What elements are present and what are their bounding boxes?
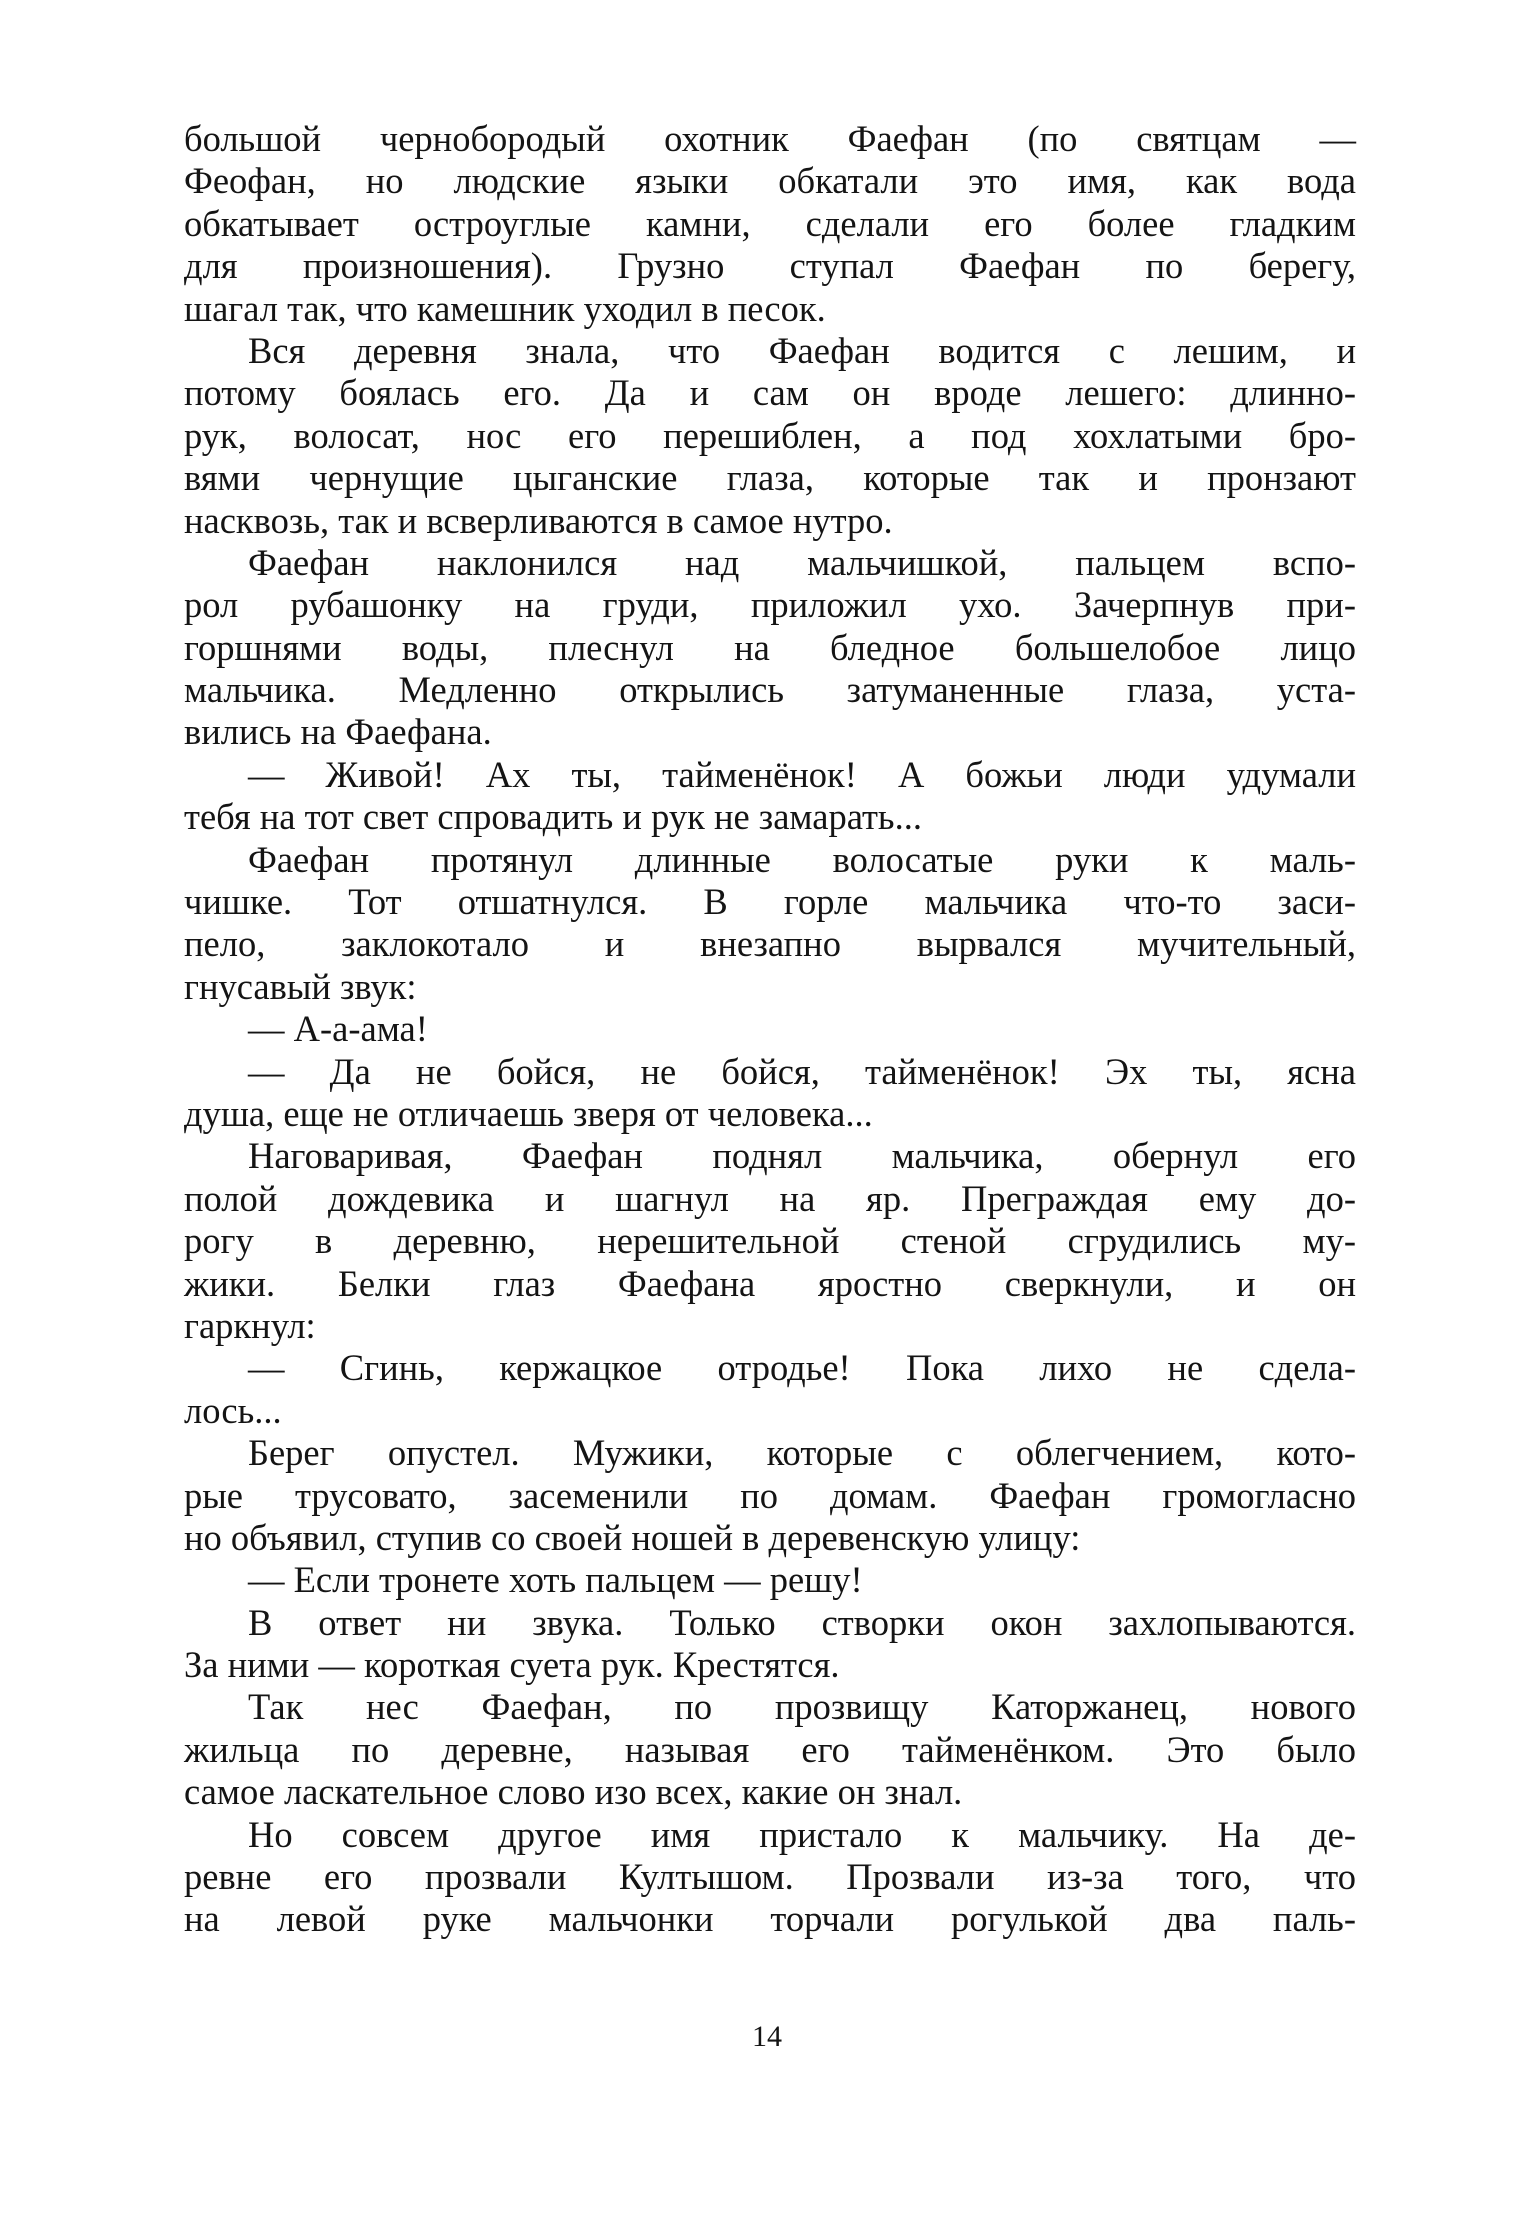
text-line: — Сгинь, кержацкое отродье! Пока лихо не сдела- [248, 1347, 1356, 1389]
text-line: большой чернобородый охотник Фаефан (по святцам — [184, 118, 1356, 159]
text-line: Феофан, но людские языки обкатали это имя, как вода [184, 160, 1356, 202]
text-line: Фаефан наклонился над мальчишкой, пальцем вспо- [248, 541, 1356, 583]
text-line: В ответ ни звука. Только створки окон захлопываются. [248, 1601, 1356, 1643]
text-line: — Если тронете хоть пальцем — решу! [248, 1559, 863, 1601]
text-line: За ними — короткая суета рук. Крестятся. [184, 1644, 840, 1686]
paragraph [184, 1051, 1356, 1136]
text-line: лось... [184, 1389, 282, 1431]
text-line: вями чернущие цыганские глаза, которые так и пронзают [184, 457, 1356, 499]
text-line: чишке. Тот отшатнулся. В горле мальчика что-то заси- [184, 881, 1356, 923]
text-line: горшнями воды, плеснул на бледное большелобое лицо [184, 626, 1356, 668]
text-line: — Да не бойся, не бойся, тайменёнок! Эх ты, ясна [248, 1050, 1356, 1092]
paragraph [184, 330, 1356, 542]
paragraph [184, 839, 1356, 1009]
text-line: вились на Фаефана. [184, 711, 492, 753]
paragraph [184, 1686, 1356, 1813]
text-line: — Живой! Ах ты, тайменёнок! А божьи люди удумали [248, 753, 1356, 795]
text-line: Так нес Фаефан, по прозвищу Каторжанец, нового [248, 1686, 1356, 1728]
text-line: насквозь, так и всверливаются в самое нутро. [184, 499, 893, 541]
text-line: рук, волосат, нос его перешиблен, а под хохлатыми бро- [184, 414, 1356, 456]
text-line: шагал так, что камешник уходил в песок. [184, 287, 826, 329]
text-line: жики. Белки глаз Фаефана яростно сверкнули, и он [184, 1262, 1356, 1304]
paragraph [184, 754, 1356, 839]
text-line: для произношения). Грузно ступал Фаефан по берегу, [184, 245, 1356, 287]
text-line: жильца по деревне, называя его тайменёнком. Это было [184, 1728, 1356, 1770]
text-line: тебя на тот свет спровадить и рук не замарать... [184, 796, 922, 838]
paragraph [184, 1135, 1356, 1347]
paragraph [184, 1432, 1356, 1559]
text-line: самое ласкательное слово изо всех, какие он знал. [184, 1771, 963, 1813]
text-line: пело, заклокотало и внезапно вырвался мучительный, [184, 923, 1356, 965]
text-line: Фаефан протянул длинные волосатые руки к маль- [248, 838, 1356, 880]
text-line: Наговаривая, Фаефан поднял мальчика, обернул его [248, 1135, 1356, 1177]
text-line: рогу в деревню, нерешительной стеной сгрудились му- [184, 1220, 1356, 1262]
text-line: — А-а-ама! [248, 1008, 428, 1050]
text-line: потому боялась его. Да и сам он вроде лешего: длинно- [184, 372, 1356, 414]
paragraph [184, 1814, 1356, 1941]
page-number: 14 [752, 2020, 782, 2053]
text-line: на левой руке мальчонки торчали рогулькой два паль- [184, 1898, 1356, 1940]
text-line: Берег опустел. Мужики, которые с облегчением, кото- [248, 1432, 1356, 1474]
text-line: мальчика. Медленно открылись затуманенные глаза, уста- [184, 669, 1356, 711]
paragraph [184, 1559, 1356, 1601]
text-line: обкатывает остроуглые камни, сделали его более гладким [184, 202, 1356, 244]
text-line: душа, еще не отличаешь зверя от человека... [184, 1092, 873, 1134]
text-line: Но совсем другое имя пристало к мальчику. На де- [248, 1813, 1356, 1855]
text-line: рые трусовато, засеменили по домам. Фаефан громогласно [184, 1474, 1356, 1516]
text-line: гаркнул: [184, 1304, 316, 1346]
paragraph [184, 1008, 1356, 1050]
text-line: Вся деревня знала, что Фаефан водится с лешим, и [248, 329, 1356, 371]
text-line: рол рубашонку на груди, приложил ухо. Зачерпнув при- [184, 584, 1356, 626]
paragraph [184, 542, 1356, 754]
text-line: ревне его прозвали Култышом. Прозвали из-за того, что [184, 1856, 1356, 1898]
paragraph [184, 1347, 1356, 1432]
paragraph [184, 118, 1356, 330]
text-line: полой дождевика и шагнул на яр. Преграждая ему до- [184, 1177, 1356, 1219]
book-page-text [184, 118, 1356, 1941]
paragraph [184, 1602, 1356, 1687]
text-line: гнусавый звук: [184, 965, 417, 1007]
text-line: но объявил, ступив со своей ношей в деревенскую улицу: [184, 1516, 1081, 1558]
